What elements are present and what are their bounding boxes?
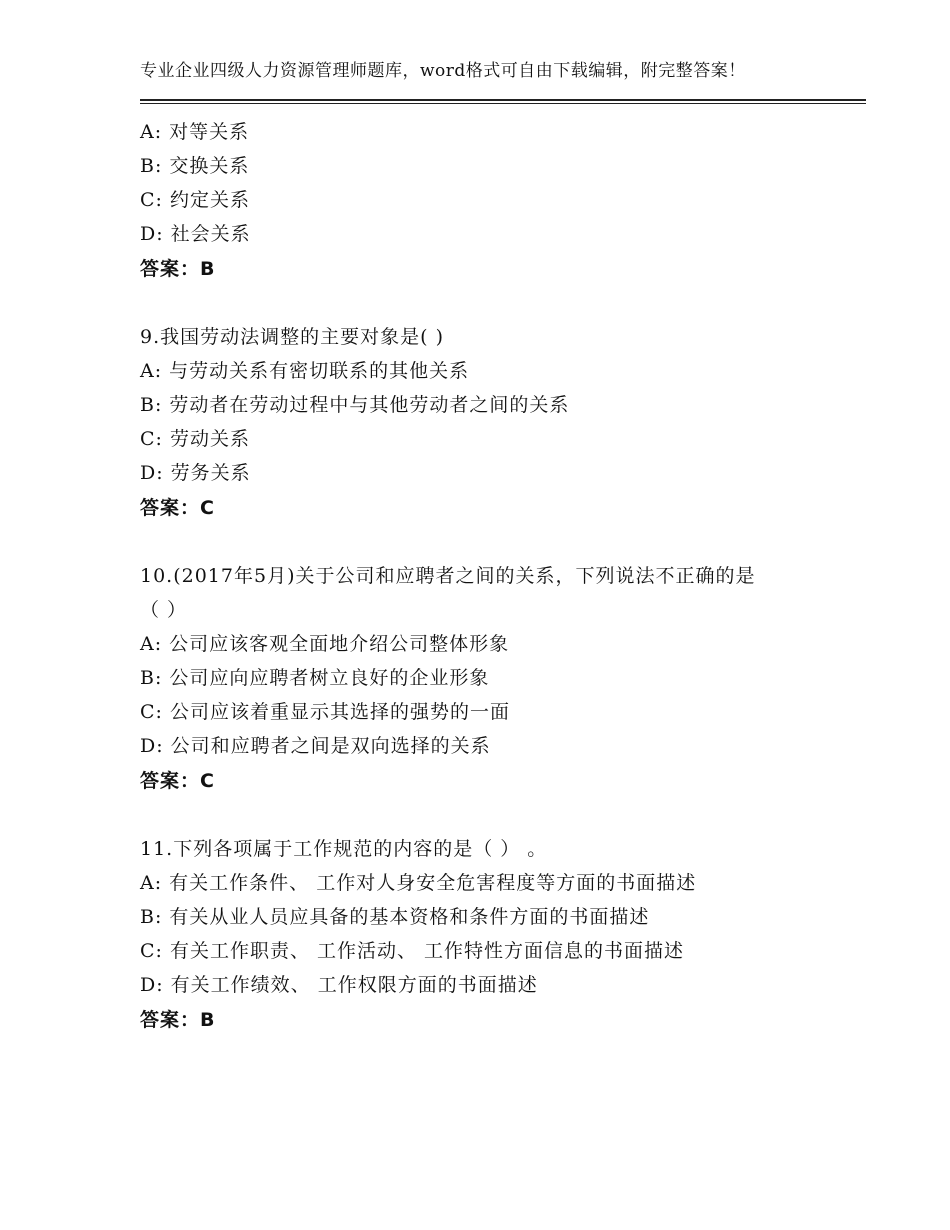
q8-answer: 答案：B: [140, 258, 216, 280]
q11-option-c: C: 有关工作职责、 工作活动、 工作特性方面信息的书面描述: [140, 940, 685, 962]
q9-option-a: A: 与劳动关系有密切联系的其他关系: [140, 360, 470, 382]
q10-option-b: B: 公司应向应聘者树立良好的企业形象: [140, 667, 490, 689]
q10-option-a: A: 公司应该客观全面地介绍公司整体形象: [140, 633, 510, 655]
q8-option-d: D: 社会关系: [140, 223, 251, 245]
header-divider-thin: [140, 103, 866, 104]
q8-option-a: A: 对等关系: [140, 121, 250, 143]
q11-answer: 答案：B: [140, 1009, 216, 1031]
q10-answer: 答案：C: [140, 770, 215, 792]
q8-option-c: C: 约定关系: [140, 189, 250, 211]
q11-option-b: B: 有关从业人员应具备的基本资格和条件方面的书面描述: [140, 906, 650, 928]
q8-option-b: B: 交换关系: [140, 155, 250, 177]
q9-answer: 答案：C: [140, 497, 215, 519]
q11-option-d: D: 有关工作绩效、 工作权限方面的书面描述: [140, 974, 538, 996]
q9-question: 9.我国劳动法调整的主要对象是( ): [140, 326, 444, 348]
q10-question-line1: 10.(2017年5月)关于公司和应聘者之间的关系，下列说法不正确的是: [140, 565, 756, 587]
q10-option-c: C: 公司应该着重显示其选择的强势的一面: [140, 701, 510, 723]
header-divider-thick: [140, 99, 866, 101]
q11-question: 11.下列各项属于工作规范的内容的是（ ） 。: [140, 838, 548, 860]
q11-option-a: A: 有关工作条件、 工作对人身安全危害程度等方面的书面描述: [140, 872, 697, 894]
q10-question-line2: （ ）: [140, 599, 188, 621]
page-header-text: 专业企业四级人力资源管理师题库，word格式可自由下载编辑，附完整答案！: [140, 61, 746, 81]
q9-option-c: C: 劳动关系: [140, 428, 250, 450]
q10-option-d: D: 公司和应聘者之间是双向选择的关系: [140, 735, 491, 757]
q9-option-b: B: 劳动者在劳动过程中与其他劳动者之间的关系: [140, 394, 570, 416]
q9-option-d: D: 劳务关系: [140, 462, 251, 484]
